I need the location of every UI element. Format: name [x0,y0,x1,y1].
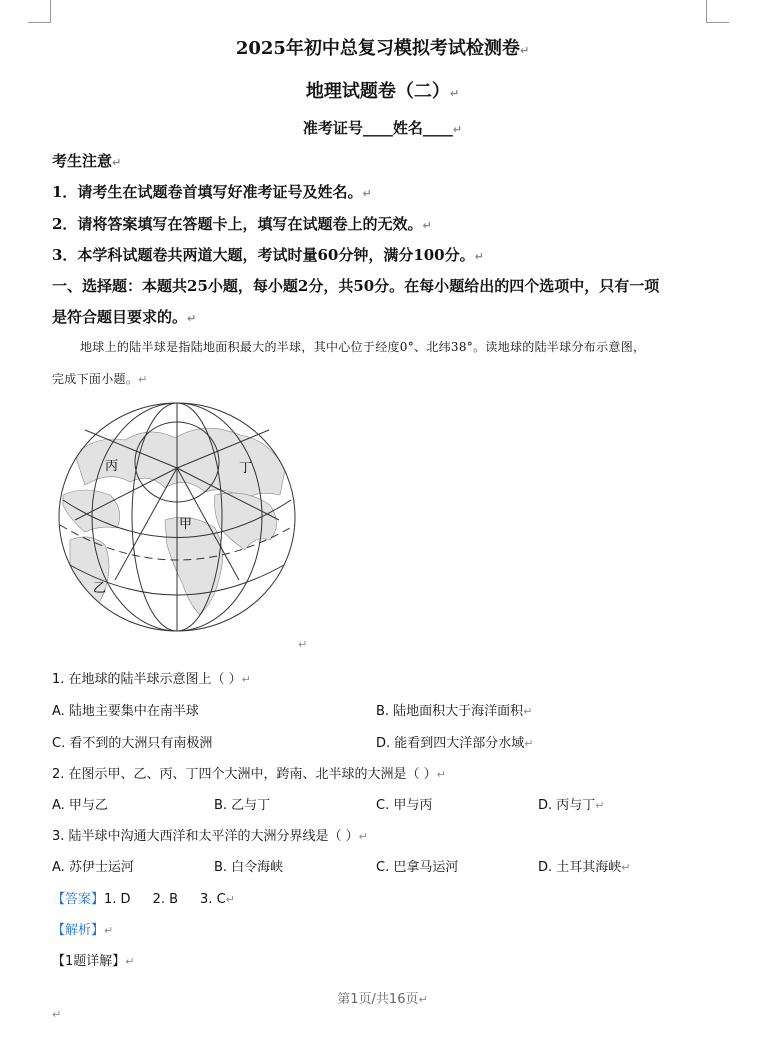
question-1-detail-heading: 【1题详解】↵ [52,954,135,969]
answer-label: 【答案】 [52,892,105,907]
question-1-stem: 1. 在地球的陆半球示意图上（ ）↵ [52,672,251,687]
notes-heading: 考生注意↵ [52,152,122,170]
question-1-option-d: D. 能看到四大洋部分水域↵ [376,736,534,751]
land-hemisphere-map [55,400,300,635]
candidate-id-line: 准考证号____姓名____↵ [302,119,463,137]
analysis-label: 【解析】↵ [52,923,114,938]
question-2-option-b: B. 乙与丁 [214,798,271,813]
question-3-option-b: B. 白令海峡 [214,860,284,875]
question-3-option-a: A. 苏伊士运河 [52,860,134,875]
note-item: 3．本学科试题卷共两道大题，考试时量60分钟，满分100分。↵ [52,246,484,264]
question-2-option-d: D. 丙与丁↵ [538,798,605,813]
paper-subtitle: 地理试题卷（二）↵ [305,81,460,102]
note-item: 1．请考生在试题卷首填写好准考证号及姓名。↵ [52,183,372,201]
question-2-option-a: A. 甲与乙 [52,798,108,813]
answer-value: 3. C [200,892,226,907]
intro-line1: 地球上的陆半球是指陆地面积最大的半球，其中心位于经度0°、北纬38°。读地球的陆半球分布示意图， [80,340,646,354]
section-heading-line1: 一、选择题：本题共25小题，每小题2分，共50分。在每小题给出的四个选项中，只有一项 [52,277,660,295]
question-2-stem: 2. 在图示甲、乙、丙、丁四个大洲中，跨南、北半球的大洲是（ ）↵ [52,767,446,782]
question-3-stem: 3. 陆半球中沟通大西洋和太平洋的大洲分界线是（ ）↵ [52,829,368,844]
paragraph-mark: ↵ [298,638,308,651]
continent-label-jia: 甲 [179,517,193,532]
section-heading-line2: 是符合题目要求的。↵ [52,308,197,326]
paragraph-mark: ↵ [52,1008,62,1021]
continent-label-bing: 丙 [105,459,119,474]
answer-value: 1. D [104,892,131,907]
page-number-footer: 第1页/共16页↵ [337,992,428,1007]
question-1-option-b: B. 陆地面积大于海洋面积↵ [376,704,533,719]
question-2-option-c: C. 甲与丙 [376,798,433,813]
continent-label-yi: 乙 [93,581,107,596]
question-1-option-a: A. 陆地主要集中在南半球 [52,704,199,719]
note-item: 2．请将答案填写在答题卡上，填写在试题卷上的无效。↵ [52,215,432,233]
question-3-option-d: D. 土耳其海峡↵ [538,860,631,875]
question-3-option-c: C. 巴拿马运河 [376,860,459,875]
crop-mark-top-left [28,0,51,23]
answer-value: 2. B [152,892,179,907]
crop-mark-top-right [706,0,729,23]
answer-line: 【答案】1. D 2. B 3. C↵ [52,892,235,907]
continent-label-ding: 丁 [239,461,253,476]
intro-line2: 完成下面小题。↵ [52,372,148,386]
exam-title: 2025年初中总复习模拟考试检测卷↵ [235,38,530,59]
question-1-option-c: C. 看不到的大洲只有南极洲 [52,736,213,751]
